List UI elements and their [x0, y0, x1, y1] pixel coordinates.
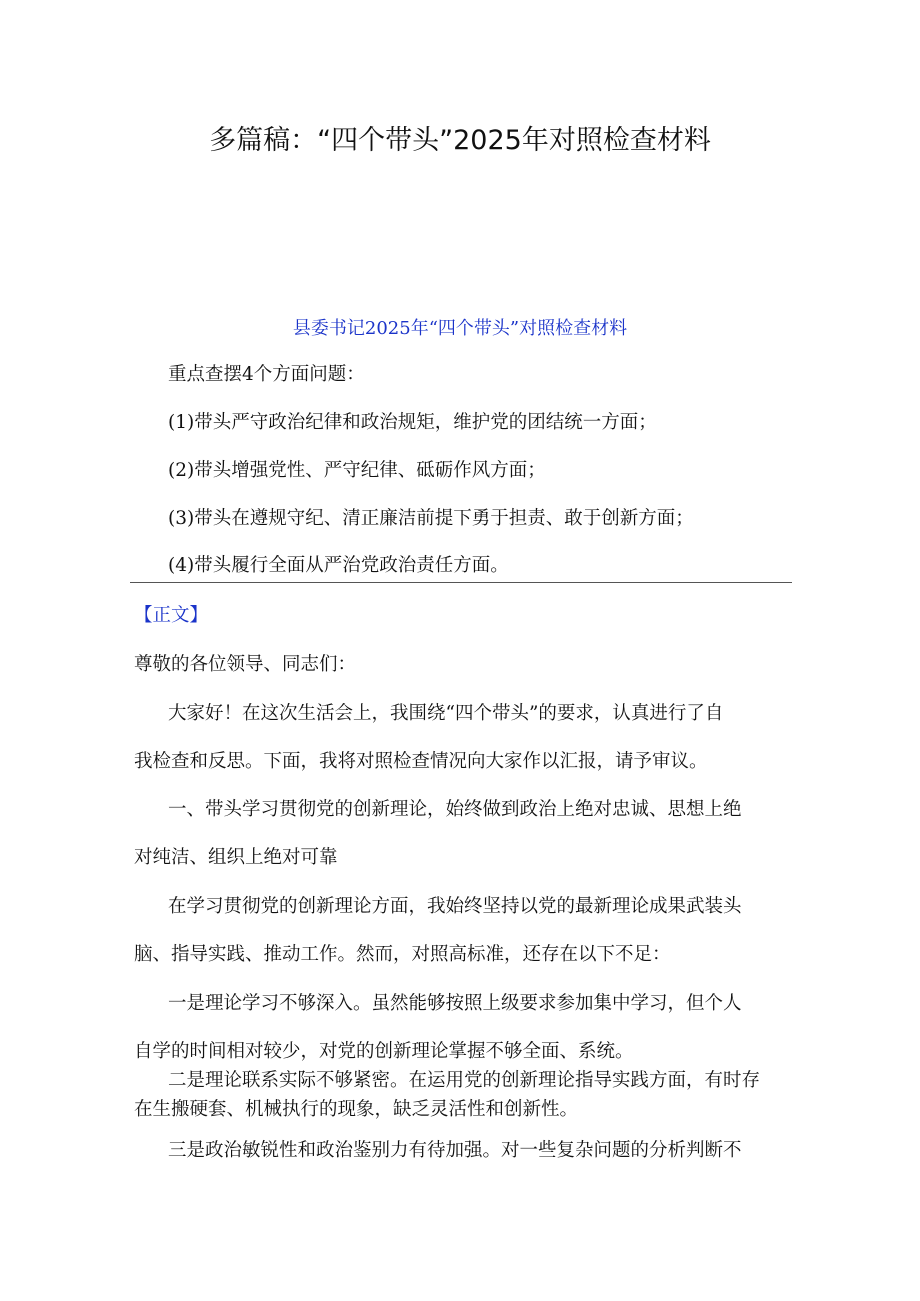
- paragraph-line: 大家好！在这次生活会上，我围绕“四个带头”的要求，认真进行了自: [168, 703, 724, 724]
- body-tag: 【正文】: [134, 605, 209, 626]
- paragraph-line: 在学习贯彻党的创新理论方面，我始终坚持以党的最新理论成果武装头: [168, 896, 742, 917]
- focus-item-1: (1)带头严守政治纪律和政治规矩，维护党的团结统一方面；: [168, 412, 657, 433]
- document-title: 多篇稿：“四个带头”2025年对照检查材料: [209, 125, 711, 156]
- paragraph-line: 一是理论学习不够深入。虽然能够按照上级要求参加集中学习，但个人: [168, 993, 742, 1014]
- paragraph-line: 在生搬硬套、机械执行的现象，缺乏灵活性和创新性。: [134, 1099, 579, 1120]
- section-heading-line: 对纯洁、组织上绝对可靠: [134, 847, 338, 868]
- section-divider: [130, 582, 792, 583]
- paragraph-line: 脑、指导实践、推动工作。然而，对照高标准，还存在以下不足：: [134, 944, 671, 965]
- section-heading-line: 一、带头学习贯彻党的创新理论，始终做到政治上绝对忠诚、思想上绝: [168, 799, 742, 820]
- focus-heading: 重点查摆4个方面问题：: [168, 364, 365, 385]
- salutation: 尊敬的各位领导、同志们：: [134, 654, 357, 675]
- paragraph-line: 自学的时间相对较少，对党的创新理论掌握不够全面、系统。: [134, 1041, 634, 1062]
- focus-item-4: (4)带头履行全面从严治党政治责任方面。: [168, 555, 509, 576]
- paragraph-line: 我检查和反思。下面，我将对照检查情况向大家作以汇报，请予审议。: [134, 751, 708, 772]
- focus-item-3: (3)带头在遵规守纪、清正廉洁前提下勇于担责、敢于创新方面；: [168, 508, 694, 529]
- document-subtitle: 县委书记2025年“四个带头”对照检查材料: [292, 318, 628, 339]
- focus-item-2: (2)带头增强党性、严守纪律、砥砺作风方面；: [168, 460, 546, 481]
- paragraph-line: 三是政治敏锐性和政治鉴别力有待加强。对一些复杂问题的分析判断不: [168, 1140, 742, 1161]
- paragraph-line: 二是理论联系实际不够紧密。在运用党的创新理论指导实践方面，有时存: [168, 1070, 761, 1091]
